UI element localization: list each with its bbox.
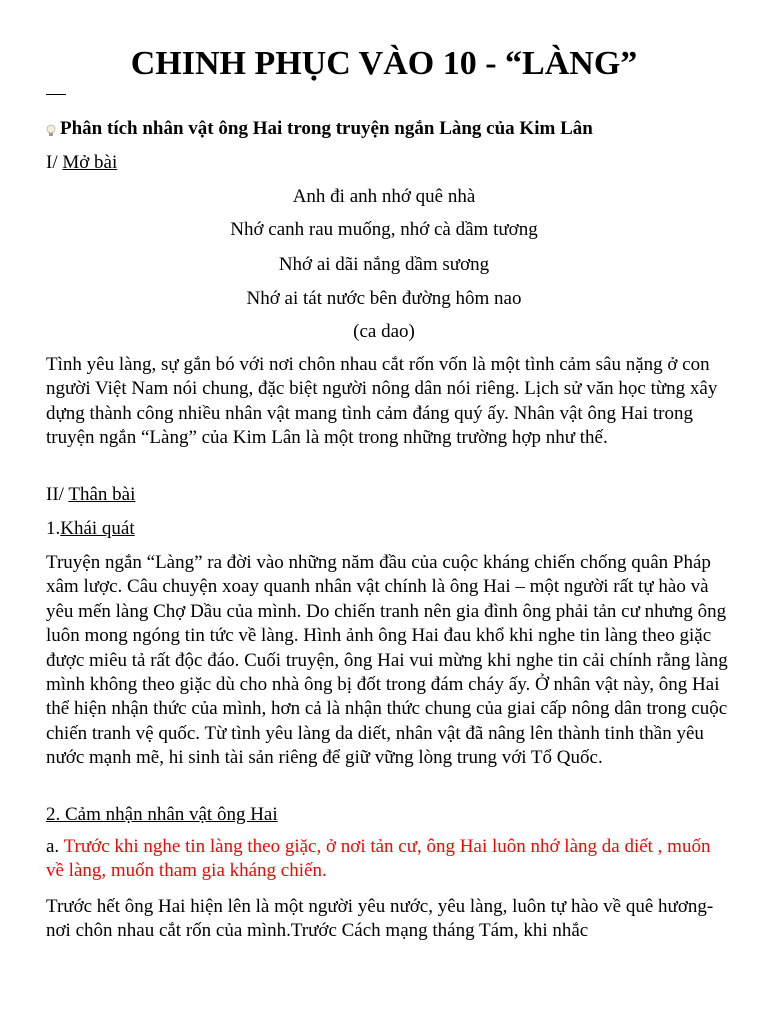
section-number: I/ <box>46 152 63 173</box>
body-paragraph: Trước hết ông Hai hiện lên là một người yêu nước, yêu làng, luôn tự hào về quê hương- nơi chôn nhau cắt rốn của mình.Trước Cách mạng tháng Tám, khi nhắc <box>46 896 714 942</box>
point-a-paragraph <box>46 835 730 884</box>
intro-paragraph: Tình yêu làng, sự gắn bó với nơi chôn nhau cắt rốn vốn là một tình cảm sâu nặng ở con người Việt Nam nói chung, đặc biệt người nông dân nói riêng. Lịch sử văn học từng xây dựng thành công nhiều nhân vật mang tình cảm đáng quý ấy. Nhân vật ông Hai trong truyện ngắn “Làng” của Kim Lân là một trong những trường hợp như thế. <box>46 354 718 449</box>
subheading-number: 1. <box>46 518 61 539</box>
poem-line: Nhớ ai dãi nắng dầm sương <box>278 254 490 275</box>
section-label: Mở bài <box>62 152 118 173</box>
subtitle-text: Phân tích nhân vật ông Hai trong truyện ngắn Làng của Kim Lân <box>60 118 593 139</box>
document-title: CHINH PHỤC VÀO 10 - “LÀNG” <box>130 45 638 82</box>
subheading-overview <box>46 517 135 541</box>
poem-line: Anh đi anh nhớ quê nhà <box>292 186 476 207</box>
poem-line: Nhớ ai tát nước bên đường hôm nao <box>246 288 522 309</box>
section-heading-intro <box>46 151 117 175</box>
subheading-character: 2. Cảm nhận nhân vật ông Hai <box>46 804 278 825</box>
subheading-label: Khái quát <box>60 518 135 539</box>
section-number: II/ <box>46 484 69 505</box>
section-label: Thân bài <box>68 484 136 505</box>
point-a-highlight: Trước khi nghe tin làng theo giặc, ở nơi tản cư, ông Hai luôn nhớ làng da diết , muốn về làng, muốn tham gia kháng chiến. <box>46 836 711 882</box>
poem-line: Nhớ canh rau muống, nhớ cà dầm tương <box>230 219 538 240</box>
poem-attribution: (ca dao) <box>353 321 415 342</box>
document-subtitle <box>46 117 593 142</box>
overview-paragraph: Truyện ngắn “Làng” ra đời vào những năm đầu của cuộc kháng chiến chống quân Pháp xâm lược. Câu chuyện xoay quanh nhân vật chính là ông Hai – một người rất tự hào và yêu mến làng Chợ Dầu của mình. Do chiến tranh nên gia đình ông phải tản cư nhưng ông luôn mong ngóng tin tức về làng. Hình ảnh ông Hai đau khổ khi nghe tin làng theo giặc được miêu tả rất độc đáo. Cuối truyện, ông Hai vui mừng khi nghe tin cải chính rằng làng mình không theo giặc dù cho nhà ông bị đốt trong đám cháy ấy. Ở nhân vật này, ông Hai thể hiện nhận thức của mình, hơn cả là nhận thức chung của giai cấp nông dân trong cuộc chiến tranh vệ quốc. Từ tình yêu làng da diết, nhân vật đã nâng lên thành tinh thần yêu nước mạnh mẽ, hi sinh tài sản riêng để giữ vững lòng trung với Tổ Quốc. <box>46 552 728 769</box>
section-heading-body <box>46 483 135 507</box>
lightbulb-icon <box>46 118 60 142</box>
point-a-label: a. <box>46 836 64 857</box>
title-divider <box>46 94 66 95</box>
